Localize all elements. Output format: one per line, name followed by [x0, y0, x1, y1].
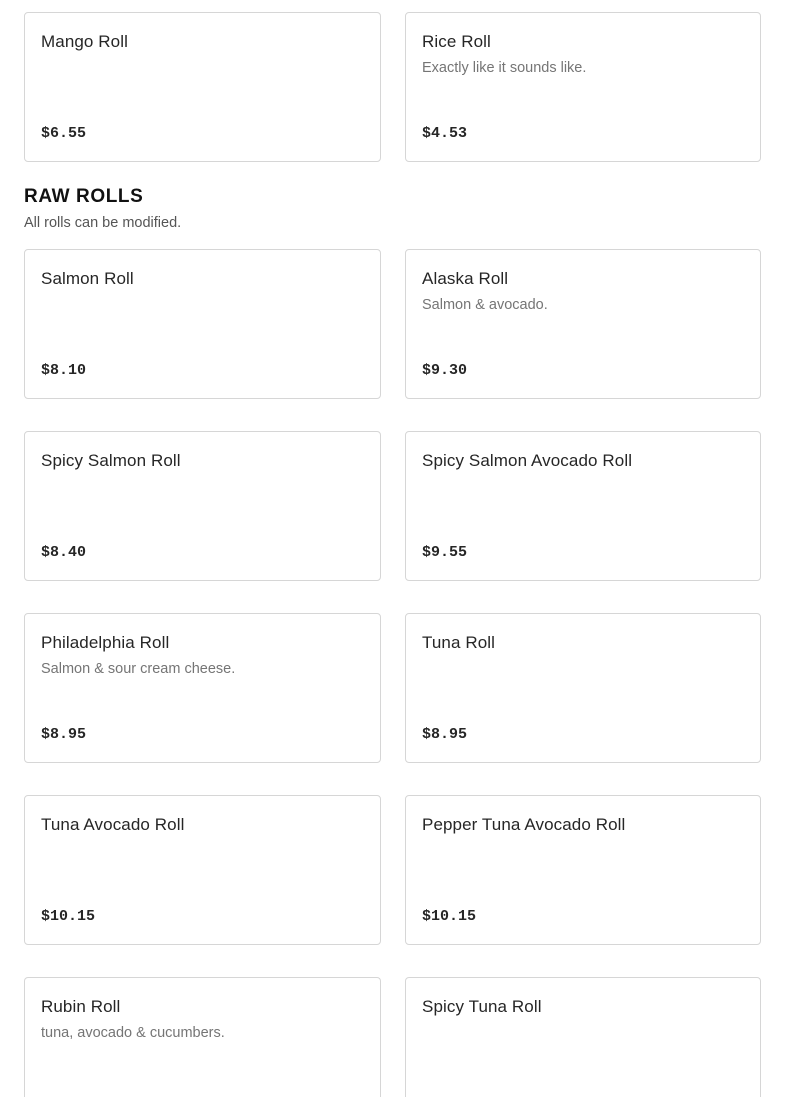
menu-item-price: $6.55: [41, 125, 87, 142]
menu-item-price: $8.95: [422, 726, 468, 743]
menu-grid-raw-rolls: [24, 249, 761, 1097]
menu-item-description: Exactly like it sounds like.: [422, 60, 587, 76]
menu-item-card[interactable]: [405, 249, 761, 399]
menu-item-name: Tuna Avocado Roll: [41, 815, 185, 834]
menu-item-price: $4.53: [422, 125, 468, 142]
menu-item-card[interactable]: [24, 977, 381, 1097]
menu-item-description: tuna, avocado & cucumbers.: [41, 1025, 225, 1041]
menu-item-name: Rubin Roll: [41, 997, 121, 1016]
menu-item-price: $9.30: [422, 362, 468, 379]
menu-item-card[interactable]: [405, 613, 761, 763]
menu-item-name: Mango Roll: [41, 32, 128, 51]
section-subtitle: All rolls can be modified.: [24, 215, 182, 231]
menu-item-description: Salmon & avocado.: [422, 297, 548, 313]
menu-item-price: $8.95: [41, 726, 87, 743]
menu-item-name: Pepper Tuna Avocado Roll: [422, 815, 626, 834]
menu-item-card[interactable]: [405, 12, 761, 162]
menu-page: [24, 12, 761, 1097]
menu-item-name: Salmon Roll: [41, 269, 134, 288]
menu-item-name: Philadelphia Roll: [41, 633, 170, 652]
menu-item-name: Rice Roll: [422, 32, 491, 51]
menu-item-price: $8.10: [41, 362, 87, 379]
menu-item-name: Spicy Tuna Roll: [422, 997, 542, 1016]
menu-item-card[interactable]: [24, 431, 381, 581]
menu-item-price: $8.40: [41, 544, 87, 561]
menu-item-name: Tuna Roll: [422, 633, 496, 652]
section-title: RAW ROLLS: [24, 186, 144, 207]
menu-item-price: $9.55: [422, 544, 468, 561]
menu-item-description: Salmon & sour cream cheese.: [41, 661, 236, 677]
menu-item-name: Alaska Roll: [422, 269, 509, 288]
menu-item-card[interactable]: [405, 977, 761, 1097]
menu-item-name: Spicy Salmon Avocado Roll: [422, 451, 633, 470]
menu-item-card[interactable]: [405, 431, 761, 581]
menu-item-name: Spicy Salmon Roll: [41, 451, 181, 470]
menu-grid-previous-section: [24, 12, 761, 162]
menu-item-card[interactable]: [24, 249, 381, 399]
menu-item-card[interactable]: [405, 795, 761, 945]
section-header-raw-rolls: [24, 186, 761, 231]
menu-item-card[interactable]: [24, 613, 381, 763]
menu-item-card[interactable]: [24, 12, 381, 162]
menu-item-card[interactable]: [24, 795, 381, 945]
menu-item-price: $10.15: [41, 908, 96, 925]
menu-item-price: $10.15: [422, 908, 477, 925]
